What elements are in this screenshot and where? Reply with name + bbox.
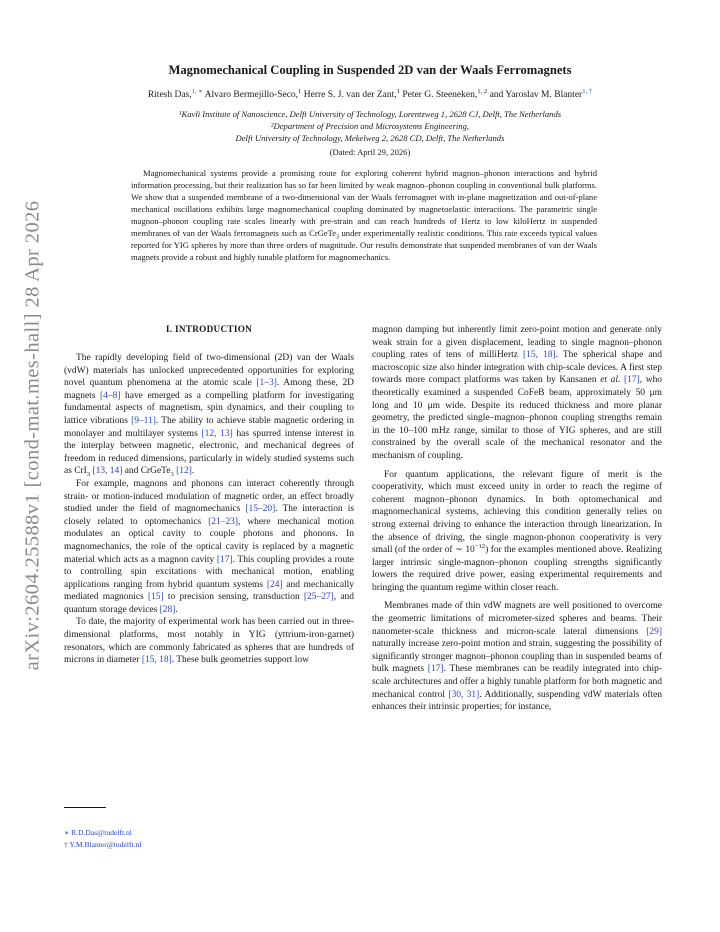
paragraph: magnon damping but inherently limit zero-point motion and generate only weak strain for a given displacement, leading to single magnon–phonon coupling rates of tens of milliHertz [15, 18]. The spherical shape and macroscopic size also hinder integration with chip-scale devices. A first step towards more compact platforms was taken by Kansanen et al. [17], who theoretically examined a suspended CoFeB beam, approximately 50 μm long and 10 μm wide. Despite its reduced thickness and more planar geometry, the predicted single–magnon–phonon coupling strengths remain in the 10–100 mHz range, similar to those of YIG spheres, and are still constrained by the overall scale of the mechanical resonator and the mechanism of coupling. bbox=[372, 325, 663, 461]
footnote-1 bbox=[64, 828, 132, 837]
citation-link[interactable]: [21–23] bbox=[208, 516, 239, 527]
citation-link[interactable]: [12, 13] bbox=[201, 428, 233, 439]
citation-link[interactable]: [29] bbox=[646, 626, 662, 637]
paragraph: For example, magnons and phonons can interact coherently through strain- or motion-induced modulation of magnetic order, an effect broadly studied under the field of magnomechanics [15–20]. The interaction is closely related to optomechanics [21–23], where mechanical motion modulates an optical cavity to couple photons and phonons. In magnomechanics, the role of the optical cavity is replaced by a magnetic material which acts as a magnon cavity [17]. This coupling provides a route to controlling spin excitations with mechanical motion, enabling applications ranging from hybrid quantum systems [24] and mechanically mediated magnonics [15] to precision sensing, transduction [25–27], and quantum storage devices [28]. bbox=[64, 478, 355, 615]
citation-link[interactable]: [15, 18] bbox=[523, 350, 556, 361]
citation-link[interactable]: [4–8] bbox=[100, 390, 121, 401]
citation-link[interactable]: [25–27] bbox=[303, 592, 334, 603]
abstract bbox=[131, 167, 597, 263]
date-line: (Dated: April 29, 2026) bbox=[329, 147, 411, 157]
arxiv-sidebar bbox=[10, 195, 56, 675]
author-list bbox=[40, 87, 700, 100]
affiliation-1: ¹Kavli Institute of Nanoscience, Delft University of Technology, Lorentzweg 1, 2628 CJ, Delft, The Netherlands bbox=[178, 109, 562, 119]
citation-link[interactable]: [28] bbox=[159, 604, 176, 615]
author-name: and Yaroslav M. Blanter bbox=[487, 90, 583, 100]
citation-link[interactable]: [17] bbox=[216, 554, 233, 565]
abstract-text: under experimentally realistic conditions. This rate exceeds typical values reported for YIG spheres by more than three orders of magnitude. Our results demonstrate that suspended membranes of van der Waals magnets provide a robust and highly tunable platform for magnomechanics. bbox=[131, 228, 597, 263]
paragraph: Membranes made of thin vdW magnets are well positioned to overcome the geometric limitations of micrometer-sized spheres and beams. Their nanometer-scale thickness and micron-scale lateral dimensions [29] naturally increase zero-point motion and strain, suggesting the possibility of significantly stronger magnon–phonon coupling than in suspended beams of bulk magnets [17]. These membranes can be readily integrated into chip-scale architectures and offer a highly tunable platform for both magnetic and mechanical control [30, 31]. Additionally, suspending vdW materials often enhances their intrinsic properties; for instance, bbox=[372, 601, 663, 713]
email-link[interactable]: R.D.Das@tudelft.nl bbox=[71, 828, 132, 837]
paragraph: For quantum applications, the relevant figure of merit is the cooperativity, which must exceed unity in order to reach the regime of coherent magnon–phonon dynamics. In both optomechanical and magnomechanical systems, achieving this condition generally relies on strong external driving to enhance the interaction through linearization. In the absence of driving, the single magnon-phonon cooperativity is very small (of the order of ∼ $10^{-12}$) for the examples mentioned above. Realizing larger intrinsic single-magnon–phonon coupling strengths significantly lowers the required drive power, easing experimental requirements and bringing the quantum regime within closer reach. bbox=[372, 469, 662, 593]
affiliation-2: ²Department of Precision and Microsystems Engineering, bbox=[270, 121, 470, 131]
citation-link[interactable]: [17] bbox=[624, 375, 640, 386]
paper-title: Magnomechanical Coupling in Suspended 2D van der Waals Ferromagnets bbox=[168, 63, 572, 77]
email-link[interactable]: Y.M.Blanter@tudelft.nl bbox=[69, 840, 142, 849]
author-affil-mark: 1 bbox=[396, 87, 400, 95]
citation-link[interactable]: [1–3] bbox=[256, 378, 277, 389]
paragraph: The rapidly developing field of two-dimensional (2D) van der Waals (vdW) materials has unlocked unprecedented opportunities for exploring novel quantum phenomena at the atomic scale [1–3]. Among these, 2D magnets [4–8] have emerged as a compelling platform for investigating fundamental aspects of magnetism, spin dynamics, and their coupling to lattice vibrations [9–11]. The ability to achieve stable magnetic ordering in monolayer and multilayer systems [12, 13] has spurred intense interest in the interplay between magnetic, electronic, and mechanical degrees of freedom in reduced dimensions, particularly in widely studied systems such as CrI$_3$ [13, 14] and CrGeTe$_3$ [12]. bbox=[64, 353, 354, 479]
citation-link[interactable]: [15] bbox=[147, 592, 164, 603]
citation-link[interactable]: [15, 18] bbox=[141, 655, 172, 666]
citation-link[interactable]: [13, 14] bbox=[92, 466, 123, 477]
footnote-divider bbox=[64, 807, 106, 808]
author-affil-mark: 1, 2 bbox=[477, 87, 488, 95]
affiliation-2-cont: Delft University of Technology, Mekelweg 2, 2628 CD, Delft, The Netherlands bbox=[235, 133, 505, 143]
subscript: 3 bbox=[336, 234, 340, 241]
citation-link[interactable]: [24] bbox=[266, 579, 283, 590]
footnote-mark: † bbox=[64, 840, 68, 849]
citation-link[interactable]: [17] bbox=[427, 664, 444, 675]
author-name: Herre S. J. van der Zant, bbox=[301, 90, 397, 100]
left-column bbox=[64, 352, 354, 667]
author-affil-mark: 1 bbox=[298, 87, 302, 95]
citation-link[interactable]: [12] bbox=[176, 466, 192, 477]
author-name: Ritesh Das, bbox=[147, 90, 192, 100]
author-name: Peter G. Steeneken, bbox=[399, 90, 478, 100]
abstract-text: Magnomechanical systems provide a promising route for exploring coherent hybrid magnon–phonon interactions and hybrid information processing, but their realization has so far been limited by weak magnon–phonon coupling in conventional bulk platforms. We show that a suspended membrane of a two-dimensional van der Waals ferromagnet with in-plane magnetization and out-of-plane mechanical oscillations exhibits large magnomechanical coupling dominated by magnetoelastic interactions. The parametric single magnon–phonon coupling rate scales linearly with pre-strain and can reach hundreds of Hertz to low kiloHertz in suspended membranes of van der Waals ferromagnets such as CrGeTe bbox=[131, 168, 597, 239]
arxiv-id: arXiv:2604.25588v1 [cond-mat.mes-hall] 28 Apr 2026 bbox=[21, 200, 44, 670]
author-affil-mark[interactable]: 1, † bbox=[582, 87, 593, 95]
citation-link[interactable]: [9–11] bbox=[131, 415, 156, 426]
section-heading: I. INTRODUCTION bbox=[165, 324, 253, 334]
footnote-mark: ∗ bbox=[64, 828, 70, 837]
citation-link[interactable]: [15–20] bbox=[245, 504, 276, 515]
citation-link[interactable]: [30, 31] bbox=[448, 689, 480, 700]
footnote-2 bbox=[64, 840, 141, 849]
author-affil-mark[interactable]: 1, ∗ bbox=[191, 87, 203, 95]
right-column bbox=[372, 324, 662, 714]
author-name: Alvaro Bermejillo-Seco, bbox=[202, 90, 299, 100]
paragraph: To date, the majority of experimental work has been carried out in three-dimensional platforms, most notably in YIG (yttrium-iron-garnet) resonators, which are commonly fabricated as spheres that are hundreds of microns in diameter [15, 18]. These bulk geometries support low bbox=[64, 617, 354, 666]
